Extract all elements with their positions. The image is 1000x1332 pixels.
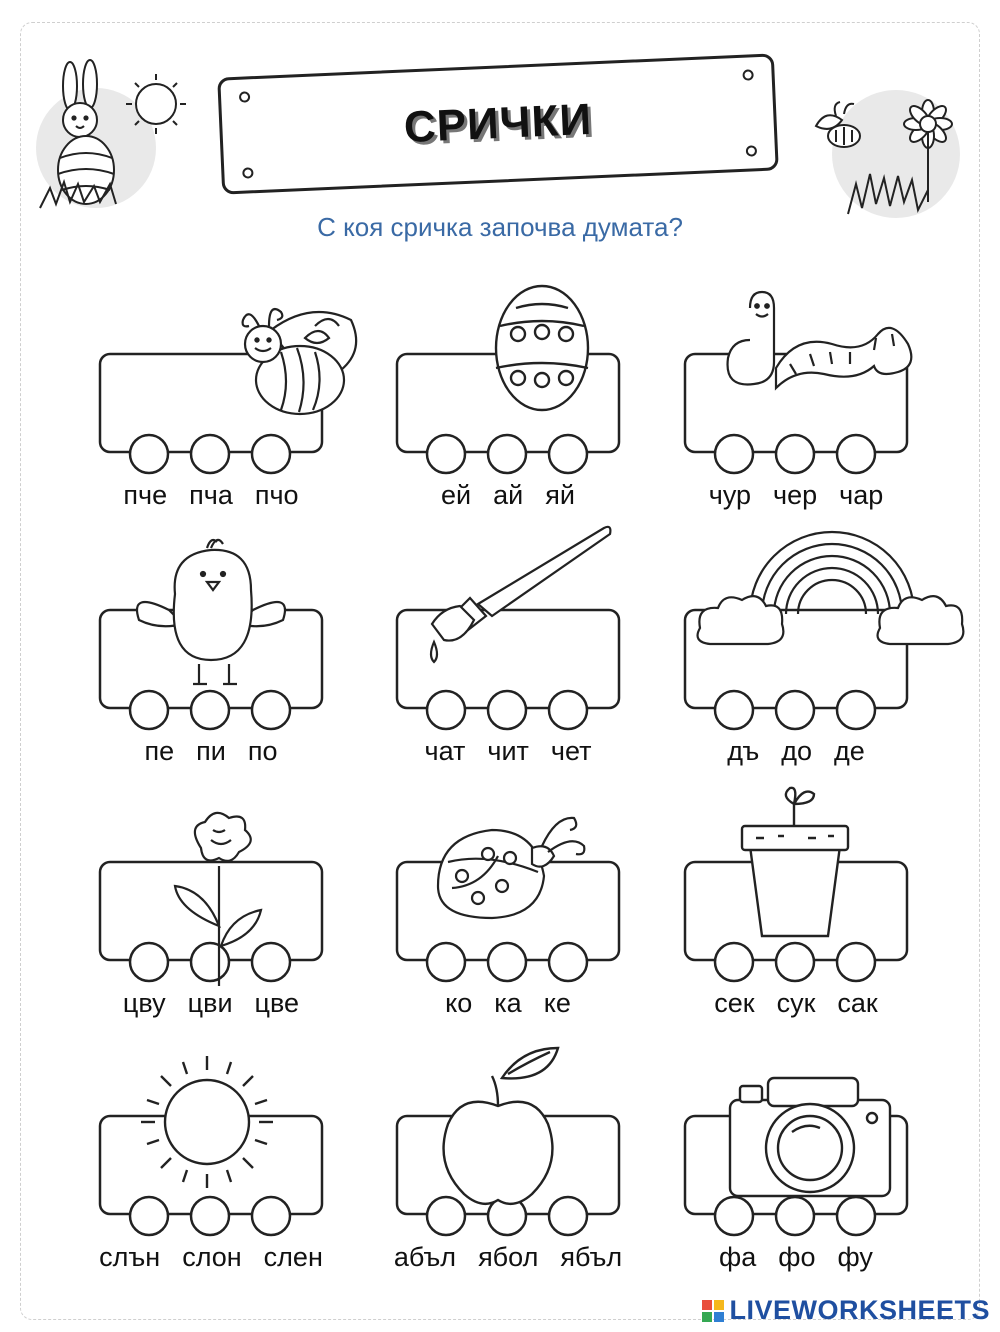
wagon-wheel [549, 943, 587, 981]
syllable-options [358, 736, 658, 767]
page-title: СРИЧКИ [402, 94, 594, 153]
syllable-option[interactable]: сук [776, 988, 816, 1018]
syllable-option[interactable]: чар [839, 480, 884, 510]
syllable-option[interactable]: чур [708, 480, 752, 510]
liveworksheets-brand: LIVEWORKSHEETS [729, 1295, 990, 1325]
syllable-option[interactable]: фо [778, 1242, 816, 1272]
wagon-wheel [776, 943, 814, 981]
wagon-wheel [191, 691, 229, 729]
wagon-wheel [130, 1197, 168, 1235]
wagon-wheel [776, 691, 814, 729]
title-banner [216, 52, 781, 196]
syllable-option[interactable]: цви [187, 988, 233, 1018]
syllable-options [358, 480, 658, 511]
wagon-wheel [488, 691, 526, 729]
camera-picture [730, 1078, 890, 1196]
wagon-wheel [837, 435, 875, 473]
syllable-options [61, 736, 361, 767]
syllable-option[interactable]: де [834, 736, 865, 766]
liveworksheets-logo-icon [701, 1299, 725, 1323]
syllable-option[interactable]: дъ [727, 736, 760, 766]
syllable-card-bee [95, 268, 395, 528]
wagon-wheel [130, 691, 168, 729]
wagon-wheel [252, 435, 290, 473]
syllable-option[interactable]: сек [714, 988, 755, 1018]
syllable-option[interactable]: ке [543, 988, 571, 1018]
bunny-sun-illustration [34, 58, 194, 218]
wagon-wheel [427, 435, 465, 473]
wagon-wheel [130, 943, 168, 981]
syllable-option[interactable]: ябол [478, 1242, 539, 1272]
wagon-wheel [191, 435, 229, 473]
wagon-wheel [488, 943, 526, 981]
apple-picture [444, 1048, 558, 1204]
syllable-options [61, 1242, 361, 1273]
syllable-options [61, 988, 361, 1019]
easter-egg-picture [496, 286, 588, 410]
syllable-options [646, 736, 946, 767]
wagon-wheel [549, 435, 587, 473]
syllable-card-worm [680, 268, 980, 528]
wagon-wheel [715, 943, 753, 981]
wagon-wheel [715, 1197, 753, 1235]
wagon-wheel [549, 691, 587, 729]
syllable-option[interactable]: ко [445, 988, 473, 1018]
wagon-wheel [776, 1197, 814, 1235]
instruction-text: С коя сричка започва думата? [317, 212, 683, 242]
syllable-options [358, 1242, 658, 1273]
syllable-option[interactable]: пчо [254, 480, 299, 510]
syllable-card-rainbow [680, 524, 980, 784]
syllable-option[interactable]: пе [144, 736, 175, 766]
wagon-wheel [837, 1197, 875, 1235]
wagon-wheel [191, 943, 229, 981]
syllable-option[interactable]: чет [550, 736, 592, 766]
syllable-option[interactable]: пча [189, 480, 233, 510]
syllable-option[interactable]: ей [441, 480, 472, 510]
bee-flower-illustration [808, 74, 968, 224]
syllable-card-flower [95, 776, 395, 1036]
wagon-wheel [252, 691, 290, 729]
wagon-wheel [252, 1197, 290, 1235]
syllable-option[interactable]: чер [773, 480, 818, 510]
wagon-wheel [427, 943, 465, 981]
wagon-wheel [549, 1197, 587, 1235]
syllable-option[interactable]: яй [545, 480, 575, 510]
syllable-options [646, 988, 946, 1019]
wagon-wheel [715, 435, 753, 473]
wagon-wheel [130, 435, 168, 473]
syllable-option[interactable]: сак [837, 988, 878, 1018]
wagon-wheel [252, 943, 290, 981]
syllable-options [358, 988, 658, 1019]
syllable-card-flower-pot [680, 776, 980, 1036]
syllable-card-camera [680, 1030, 980, 1290]
syllable-options [646, 1242, 946, 1273]
syllable-option[interactable]: ябъл [560, 1242, 623, 1272]
wagon-wheel [837, 943, 875, 981]
syllable-options [61, 480, 361, 511]
syllable-option[interactable]: пче [123, 480, 168, 510]
syllable-card-chick [95, 524, 395, 784]
wagon-wheel [191, 1197, 229, 1235]
syllable-option[interactable]: ка [494, 988, 522, 1018]
syllable-options [646, 480, 946, 511]
syllable-option[interactable]: ай [493, 480, 524, 510]
worm-picture [728, 292, 912, 388]
syllable-option[interactable]: цве [254, 988, 300, 1018]
syllable-option[interactable]: пи [196, 736, 226, 766]
wagon-wheel [837, 691, 875, 729]
wagon-wheel [715, 691, 753, 729]
wagon-wheel [776, 435, 814, 473]
wagon-wheel [488, 435, 526, 473]
syllable-option[interactable]: чит [487, 736, 529, 766]
syllable-option[interactable]: слен [263, 1242, 323, 1272]
wagon-wheel [427, 691, 465, 729]
syllable-option[interactable]: до [781, 736, 813, 766]
wagon-wheel [427, 1197, 465, 1235]
syllable-option[interactable]: чат [424, 736, 466, 766]
syllable-option[interactable]: цву [122, 988, 166, 1018]
liveworksheets-logo [701, 1295, 990, 1326]
syllable-option[interactable]: слън [99, 1242, 161, 1272]
syllable-option[interactable]: фа [719, 1242, 757, 1272]
syllable-option[interactable]: фу [837, 1242, 873, 1272]
syllable-option[interactable]: по [247, 736, 278, 766]
syllable-option[interactable]: слон [182, 1242, 242, 1272]
syllable-card-sun [95, 1030, 395, 1290]
flower-pot-picture [742, 788, 848, 936]
syllable-option[interactable]: абъл [393, 1242, 457, 1272]
